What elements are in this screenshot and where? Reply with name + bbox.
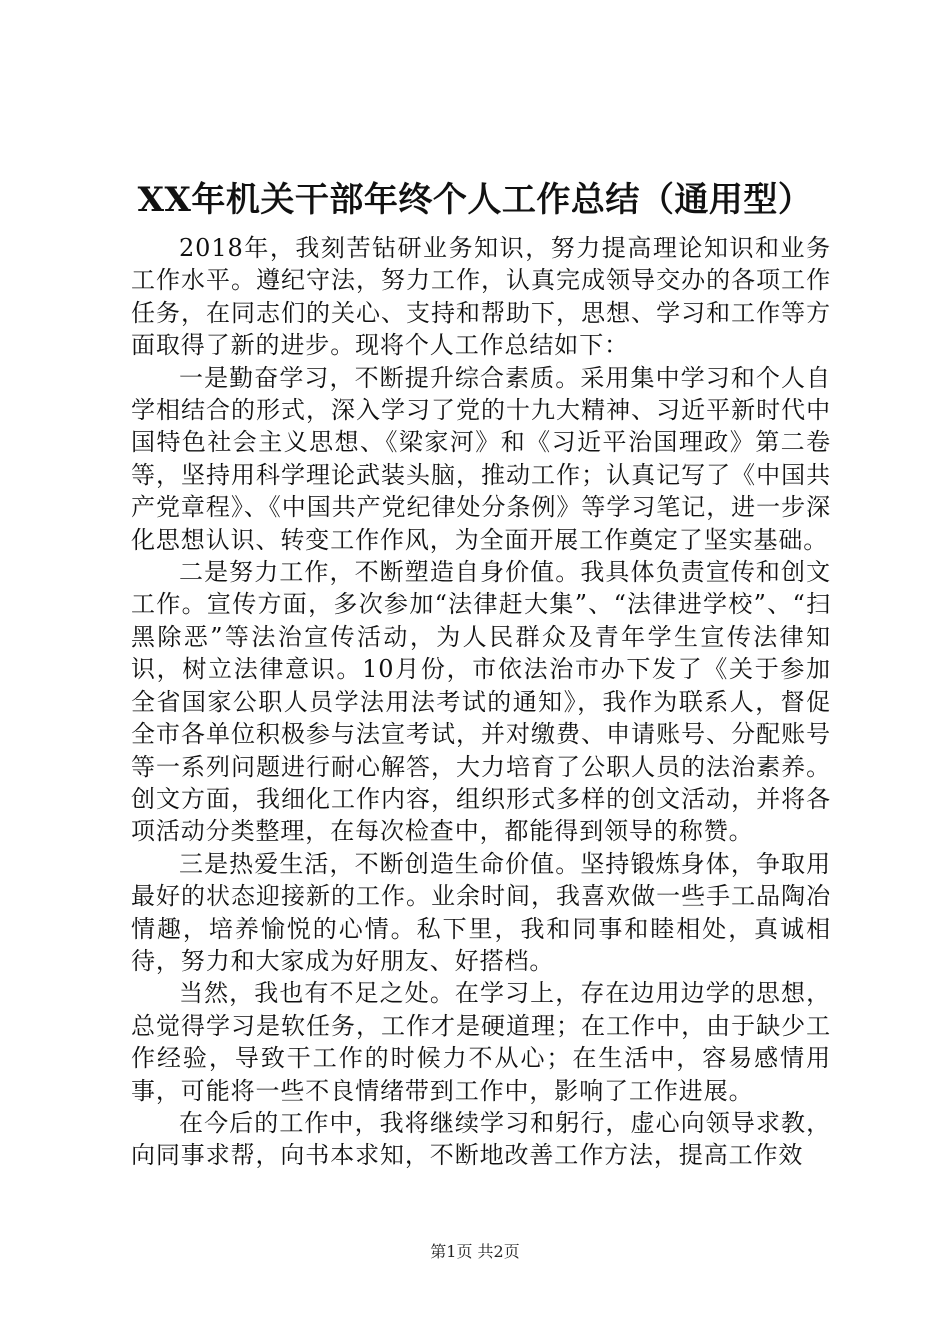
paragraph-shortcomings: 当然，我也有不足之处。在学习上，存在边用边学的思想，总觉得学习是软任务，工作才是硬道理；在工作中，由于缺少工作经验，导致干工作的时候力不从心；在生活中，容易感情用事，可能将一些不良情绪带到工作中，影响了工作进展。 <box>131 979 831 1105</box>
page-footer: 第1页 共2页 <box>430 1242 520 1261</box>
paragraph-future: 在今后的工作中，我将继续学习和躬行，虚心向领导求教，向同事求帮，向书本求知，不断地改善工作方法，提高工作效 <box>131 1108 831 1170</box>
document-title: XX年机关干部年终个人工作总结（通用型） <box>137 180 813 220</box>
paragraph-work: 二是努力工作，不断塑造自身价值。我具体负责宣传和创文工作。宣传方面，多次参加“法律赶大集”、“法律进学校”、“扫黑除恶”等法治宣传活动，为人民群众及青年学生宣传法律知识，树立法律意识。10月份，市依法治市办下发了《关于参加全省国家公职人员学法用法考试的通知》，我作为联系人，督促全市各单位积极参与法宣考试，并对缴费、申请账号、分配账号等一系列问题进行耐心解答，大力培育了公职人员的法治素养。创文方面，我细化工作内容，组织形式多样的创文活动，并将各项活动分类整理，在每次检查中，都能得到领导的称赞。 <box>131 558 831 846</box>
document-body <box>131 232 831 1172</box>
paragraph-intro: 2018年，我刻苦钻研业务知识，努力提高理论知识和业务工作水平。遵纪守法，努力工作，认真完成领导交办的各项工作任务，在同志们的关心、支持和帮助下，思想、学习和工作等方面取得了新的进步。现将个人工作总结如下： <box>131 234 831 360</box>
paragraph-life: 三是热爱生活，不断创造生命价值。坚持锻炼身体，争取用最好的状态迎接新的工作。业余时间，我喜欢做一些手工品陶冶情趣，培养愉悦的心情。私下里，我和同事和睦相处，真诚相待，努力和大家成为好朋友、好搭档。 <box>131 849 831 975</box>
paragraph-study: 一是勤奋学习，不断提升综合素质。采用集中学习和个人自学相结合的形式，深入学习了党的十九大精神、习近平新时代中国特色社会主义思想、《梁家河》和《习近平治国理政》第二卷等，坚持用科学理论武装头脑，推动工作；认真记写了《中国共产党章程》、《中国共产党纪律处分条例》等学习笔记，进一步深化思想认识、转变工作作风，为全面开展工作奠定了坚实基础。 <box>131 363 831 554</box>
